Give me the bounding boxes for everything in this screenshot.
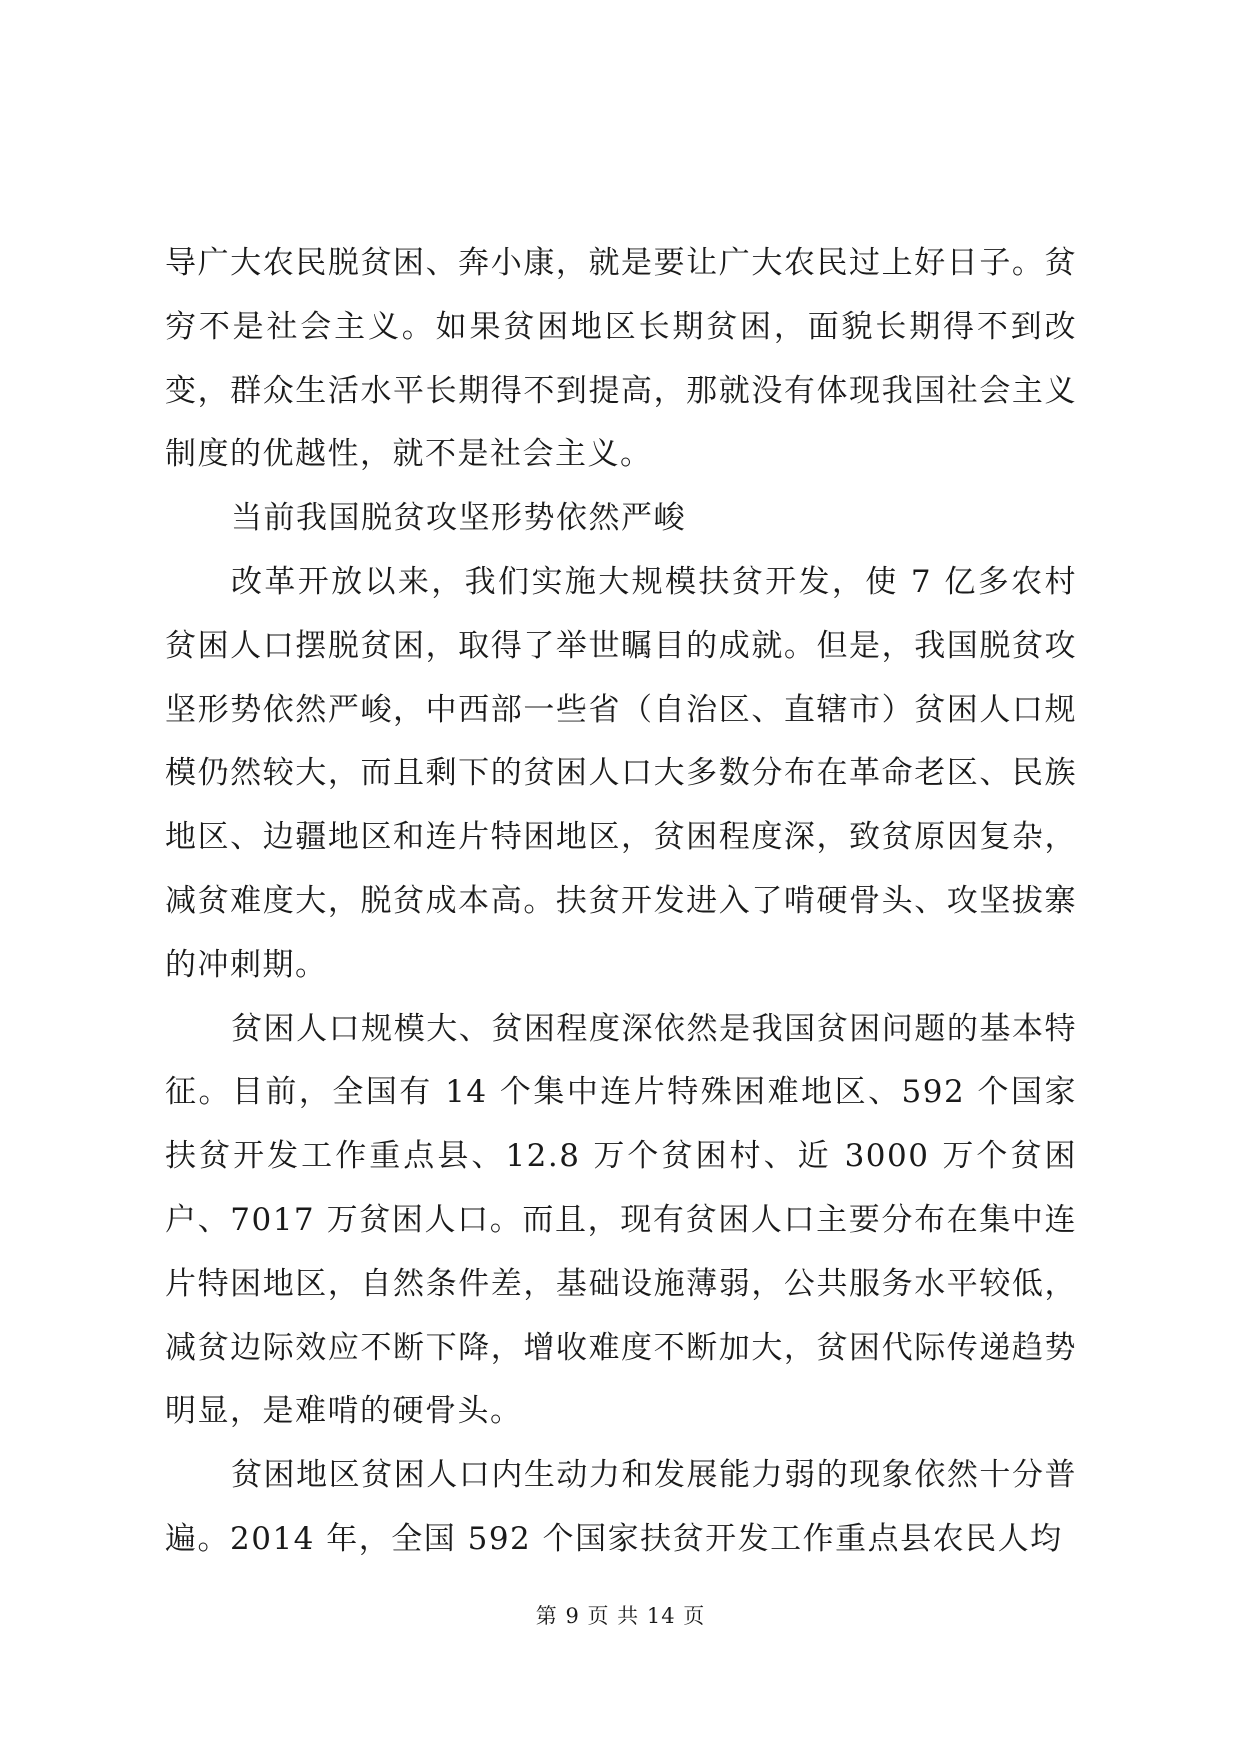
paragraph: 贫困人口规模大、贫困程度深依然是我国贫困问题的基本特征。目前，全国有 14 个集中连片特殊困难地区、592 个国家扶贫开发工作重点县、12.8 万个贫困村、近 3000 万个贫困户、7017 万贫困人口。而且，现有贫困人口主要分布在集中连片特困地区，自然条件差，基础设施薄弱，公共服务水平较低，减贫边际效应不断下降，增收难度不断加大，贫困代际传递趋势明显，是难啃的硬骨头。	[165, 1010, 1077, 1430]
document-body	[165, 232, 1077, 1572]
paragraph-continuation: 导广大农民脱贫困、奔小康，就是要让广大农民过上好日子。贫穷不是社会主义。如果贫困地区长期贫困，面貌长期得不到改变，群众生活水平长期得不到提高，那就没有体现我国社会主义制度的优越性，就不是社会主义。	[165, 245, 1077, 473]
section-heading: 当前我国脱贫攻坚形势依然严峻	[231, 500, 686, 537]
paragraph: 改革开放以来，我们实施大规模扶贫开发，使 7 亿多农村贫困人口摆脱贫困，取得了举世瞩目的成就。但是，我国脱贫攻坚形势依然严峻，中西部一些省（自治区、直辖市）贫困人口规模仍然较大，而且剩下的贫困人口大多数分布在革命老区、民族地区、边疆地区和连片特困地区，贫困程度深，致贫原因复杂，减贫难度大，脱贫成本高。扶贫开发进入了啃硬骨头、攻坚拔寨的冲刺期。	[165, 563, 1077, 983]
page-number-footer: 第 9 页 共 14 页	[535, 1604, 706, 1628]
paragraph: 贫困地区贫困人口内生动力和发展能力弱的现象依然十分普遍。2014 年，全国 592 个国家扶贫开发工作重点县农民人均	[165, 1457, 1077, 1557]
